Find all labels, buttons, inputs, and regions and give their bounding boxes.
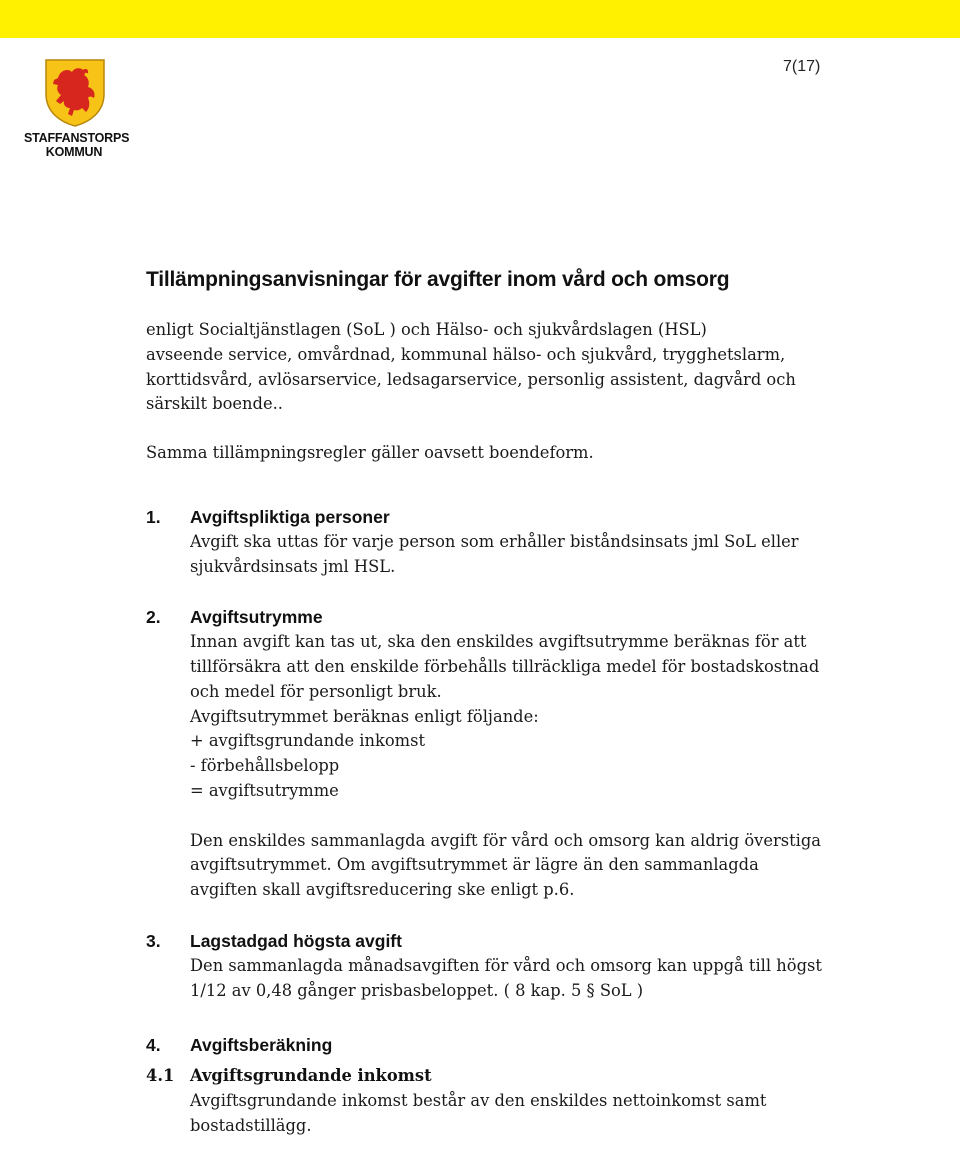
section-number: 3.: [146, 930, 161, 951]
intro-line: särskilt boende..: [146, 394, 283, 414]
accent-bar: [0, 0, 960, 38]
section-heading: Avgiftspliktiga personer: [190, 506, 390, 527]
section-number: 4.: [146, 1035, 161, 1056]
section-line: och medel för personligt bruk.: [190, 681, 442, 701]
section-line: Avgiftsutrymmet beräknas enligt följande:: [190, 706, 539, 726]
municipality-logo: [24, 58, 128, 162]
section-line: bostadstillägg.: [190, 1115, 312, 1135]
formula-line: = avgiftsutrymme: [190, 780, 339, 800]
page-number: 7(17): [783, 58, 821, 75]
section-3: [146, 929, 876, 1003]
section-line: avgiftsutrymmet. Om avgiftsutrymmet är lägre än den sammanlagda: [190, 855, 759, 875]
section-line: Avgift ska uttas för varje person som erhåller biståndsinsats jml SoL eller: [190, 531, 799, 551]
section-line: Den sammanlagda månadsavgiften för vård och omsorg kan uppgå till högst: [190, 955, 822, 975]
section-line: 1/12 av 0,48 gånger prisbasbeloppet. ( 8 kap. 5 § SoL ): [190, 980, 644, 1000]
intro-line: enligt Socialtjänstlagen (SoL ) och Hälso- och sjukvårdslagen (HSL): [146, 320, 707, 339]
section-line: sjukvårdsinsats jml HSL.: [190, 556, 396, 576]
intro-paragraph: [146, 318, 876, 417]
section-heading: Avgiftsberäkning: [190, 1035, 333, 1056]
section-heading: Lagstadgad högsta avgift: [190, 930, 402, 951]
logo-line-2: KOMMUN: [45, 145, 103, 159]
intro-line: korttidsvård, avlösarservice, ledsagarservice, personlig assistent, dagvård och: [146, 369, 796, 389]
section-heading: Avgiftsutrymme: [190, 607, 323, 628]
subsection-number: 4.1: [146, 1066, 175, 1086]
section-line: Innan avgift kan tas ut, ska den enskildes avgiftsutrymme beräknas för att: [190, 632, 807, 652]
section-4: [146, 1033, 876, 1058]
section-line: Den enskildes sammanlagda avgift för vård och omsorg kan aldrig överstiga: [190, 830, 821, 850]
subsection-4-1: [146, 1064, 876, 1138]
document-title: Tillämpningsanvisningar för avgifter inom vård och omsorg: [146, 268, 730, 291]
intro-line: avseende service, omvårdnad, kommunal hälso- och sjukvård, trygghetslarm,: [146, 344, 786, 364]
subsection-heading: Avgiftsgrundande inkomst: [190, 1066, 432, 1086]
section-number: 2.: [146, 607, 161, 628]
document-body: [146, 268, 876, 1165]
section-2: [146, 605, 876, 903]
coat-of-arms-icon: [44, 58, 106, 128]
section-1: [146, 505, 876, 579]
section-line: Avgiftsgrundande inkomst består av den enskildes nettoinkomst samt: [190, 1090, 767, 1110]
section-line: avgiften skall avgiftsreducering ske enligt p.6.: [190, 880, 575, 900]
formula-line: + avgiftsgrundande inkomst: [190, 731, 425, 751]
logo-line-1: STAFFANSTORPS: [24, 131, 130, 145]
logo-wordmark: [24, 131, 130, 159]
same-rules-paragraph: Samma tillämpningsregler gäller oavsett boendeform.: [146, 443, 594, 463]
section-number: 1.: [146, 506, 161, 527]
section-line: tillförsäkra att den enskilde förbehålls tillräckliga medel för bostadskostnad: [190, 656, 820, 676]
formula-line: - förbehållsbelopp: [190, 756, 340, 776]
